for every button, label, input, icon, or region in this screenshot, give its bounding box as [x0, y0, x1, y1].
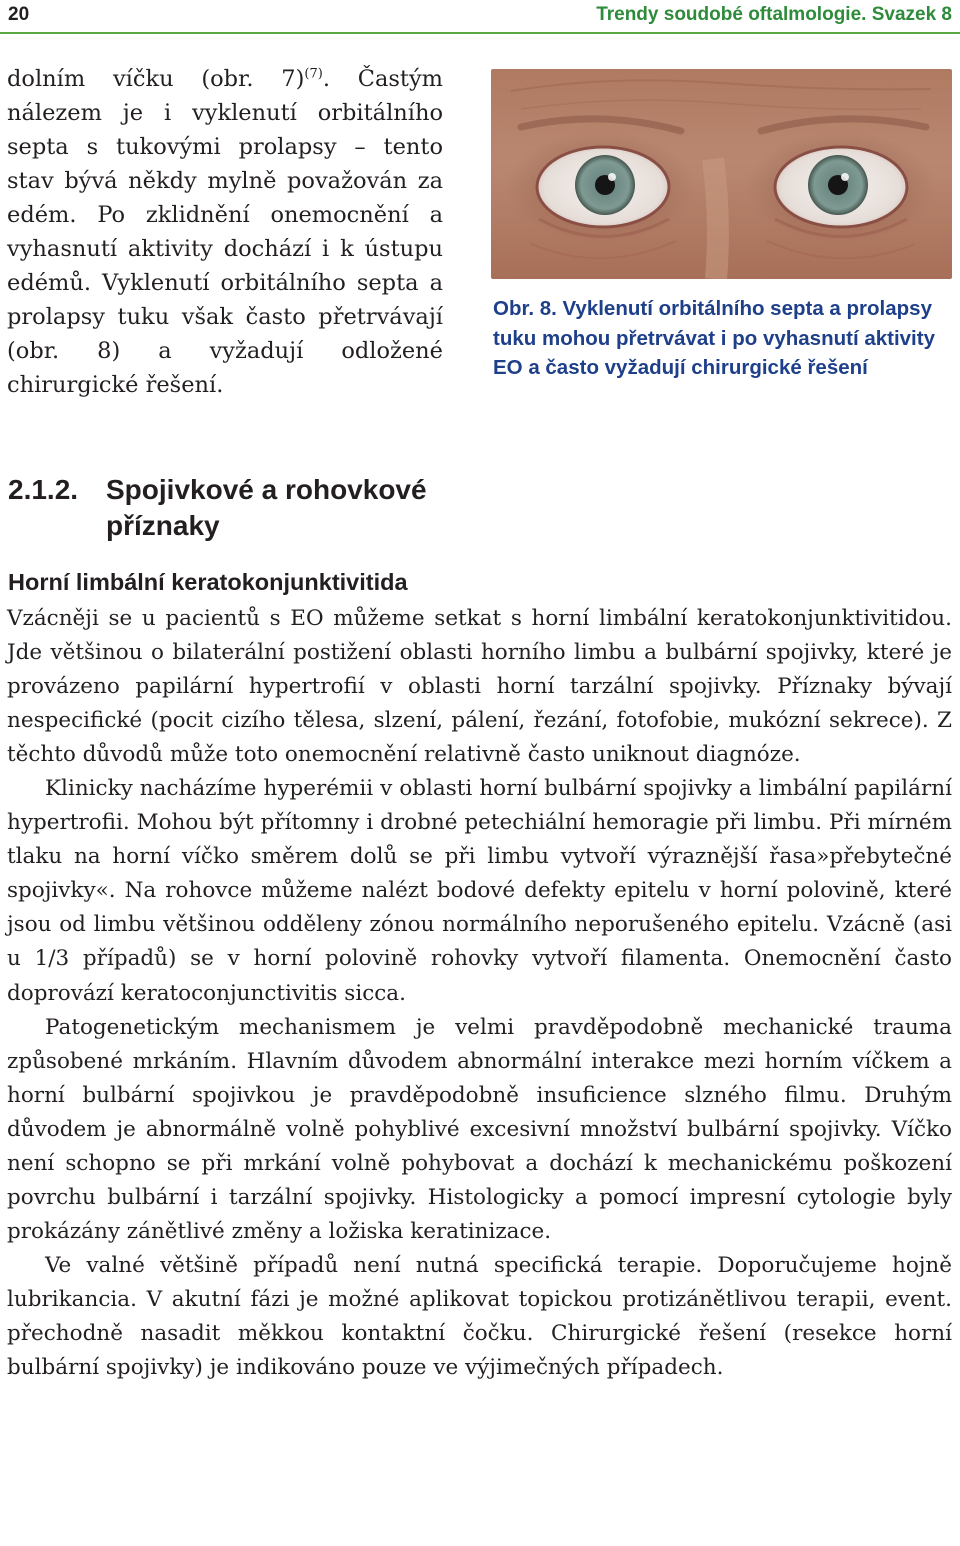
- subheading: Horní limbální keratokonjunktivitida: [8, 569, 408, 595]
- intro-text-rest: . Častým nálezem je i vyklenutí orbitálního septa s tukovými prolapsy – tento stav bývá někdy mylně považován za edém. Po zklidnění onemocnění a vyhasnutí aktivity dochází i k ústupu edémů. Vyklenutí orbitálního septa a prolapsy tuku však často přetrvávají (obr. 8) a vyžadují odložené chirurgické řešení.: [7, 66, 444, 398]
- figure-caption: [493, 294, 953, 383]
- figure-label: Obr. 8.: [493, 297, 557, 320]
- page-number: 20: [8, 4, 30, 25]
- body-paragraph: Klinicky nacházíme hyperémii v oblasti horní bulbární spojivky a limbální papilární hypertrofii. Mohou být přítomny i drobné petechiální hemoragie při limbu. Při mírném tlaku na horní víčko směrem dolů se při limbu vytvoří výraznější řasa»přebytečné spojivky«. Na rohovce můžeme nalézt bodové defekty epitelu v horní polovině, které jsou od limbu většinou odděleny zónou normálního neporušeného epitelu. Vzácně (asi u 1/3 případů) se v horní polovině rohovky vytvoří filamenta. Onemocnění často doprovází keratoconjunctivitis sicca.: [7, 776, 952, 1006]
- eyes-photo-graphic: [491, 69, 952, 279]
- body-paragraph: Vzácněji se u pacientů s EO můžeme setkat s horní limbální keratokonjunktivitidou. Jde většinou o bilaterální postižení oblasti horního limbu a bulbární spojivky, které je provázeno papilární hypertrofií v oblasti horní tarzální spojivky. Příznaky bývají nespecifické (pocit cizího tělesa, slzení, pálení, řezání, fotofobie, mukózní sekrece). Z těchto důvodů může toto onemocnění relativně často uniknout diagnóze.: [7, 606, 952, 768]
- page-header: [0, 0, 960, 34]
- figure-photo-eyes: [491, 69, 952, 279]
- running-title: Trendy soudobé oftalmologie. Svazek 8: [596, 4, 952, 25]
- intro-text-start: dolním víčku (obr. 7): [7, 66, 305, 92]
- section-number: 2.1.2.: [8, 474, 79, 505]
- body-paragraph: Patogenetickým mechanismem je velmi pravděpodobně mechanické trauma způsobené mrkáním. Hlavním důvodem abnormální interakce mezi horním víčkem a horní bulbární spojivkou je pravděpodobně insuficience slzného filmu. Druhým důvodem je abnormálně volně pohyblivé excesivní množství bulbární spojivky. Víčko není schopno se při mrkání volně pohybovat a dochází k mechanickému poškození povrchu bulbární i tarzální spojivky. Histologicky a pomocí impresní cytologie byly prokázány zánětlivé změny a ložiska keratinizace.: [7, 1014, 952, 1244]
- citation-superscript: (7): [304, 66, 323, 82]
- section-title: Spojivkové a rohovkové příznaky: [106, 474, 427, 541]
- body-paragraph: Ve valné většině případů není nutná specifická terapie. Doporučujeme hojně lubrikancia. V akutní fázi je možné aplikovat topickou protizánětlivou terapii, event. přechodně nasadit měkkou kontaktní čočku. Chirurgické řešení (resekce horní bulbární spojivky) je indikováno pouze ve výjimečných případech.: [7, 1252, 952, 1381]
- body-text: [7, 602, 952, 1385]
- section-heading: [8, 472, 608, 544]
- intro-paragraph: [7, 62, 443, 402]
- figure-caption-text: Vyklenutí orbitálního septa a prolapsy tuku mohou přetrvávat i po vyhasnutí aktivity EO a často vyžadují chirurgické řešení: [493, 297, 935, 379]
